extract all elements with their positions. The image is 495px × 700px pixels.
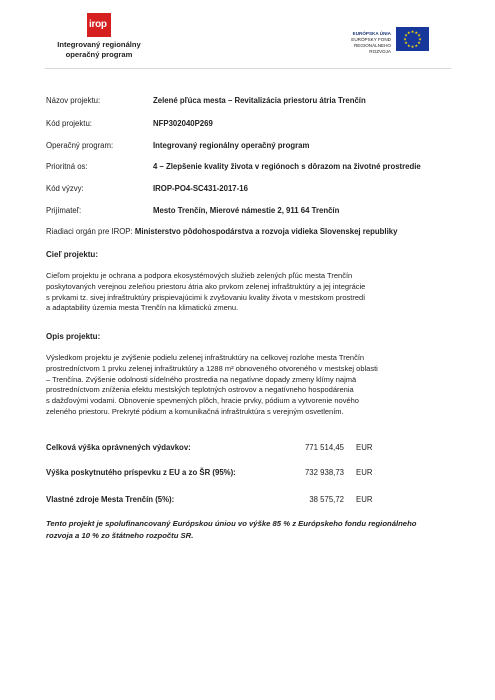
header-divider (45, 68, 451, 69)
eu-star-icon: ★ (404, 33, 408, 38)
own-funds-value: 38 575,72 (309, 495, 344, 504)
eu-line1: EURÓPSKA ÚNIA (352, 31, 391, 36)
description-paragraph (46, 353, 454, 418)
managing-authority (46, 227, 397, 236)
eu-star-icon: ★ (407, 30, 411, 35)
recipient-label: Prijímateľ: (46, 206, 82, 215)
program-value: Integrovaný regionálny operačný program (153, 141, 310, 150)
irop-name-line1: Integrovaný regionálny (57, 40, 141, 49)
eu-star-icon: ★ (418, 37, 422, 42)
project-name-label: Názov projektu: (46, 96, 101, 105)
irop-logo (87, 13, 111, 37)
note-line: Tento projekt je spolufinancovaný Európskou úniou vo výške 85 % z Európskeho fondu regionálneho (46, 519, 417, 528)
eu-star-icon: ★ (414, 30, 418, 35)
eu-star-icon: ★ (403, 37, 407, 42)
call-code-label: Kód výzvy: (46, 184, 84, 193)
description-line: prostredníctvom zníženia efektu mestských teplotných ostrovov a negatívneho hospodárenia (46, 385, 354, 395)
note-line: rozvoja a 10 % zo štátneho rozpočtu SR. (46, 531, 194, 540)
eu-line3: REGIONÁLNEHO ROZVOJA (353, 43, 391, 54)
eu-star-icon: ★ (410, 44, 415, 49)
description-line: prostredníctvom 1 prvku zelenej infraštruktúry a 1288 m² obnoveného otvoreného v mestskej oblasti (46, 363, 378, 373)
description-line: s dažďovými vodami. Obnovenie spevnených plôch, hracie prvky, pódium a vytvorenie nového (46, 396, 359, 406)
own-funds-currency: EUR (356, 495, 373, 504)
eu-star-icon: ★ (404, 41, 408, 46)
call-code-value: IROP-PO4-SC431-2017-16 (153, 184, 248, 193)
eu-star-icon: ★ (417, 41, 421, 46)
recipient-value: Mesto Trenčín, Mierové námestie 2, 911 64 Trenčín (153, 206, 340, 215)
eu-star-icon: ★ (410, 29, 415, 34)
goal-heading: Cieľ projektu: (46, 250, 98, 259)
eu-star-icon: ★ (414, 43, 418, 48)
project-name-value: Zelené pľúca mesta – Revitalizácia priestoru átria Trenčín (153, 96, 366, 105)
eu-line2: EURÓPSKY FOND (351, 37, 391, 42)
goal-line: a adaptability územia mesta Trenčín na klimatickú zmenu. (46, 303, 239, 313)
priority-axis-label: Prioritná os: (46, 162, 88, 171)
irop-program-name (44, 40, 154, 60)
managing-authority-label: Riadiaci orgán pre IROP: (46, 227, 133, 236)
goal-paragraph (46, 271, 454, 314)
eu-fund-text (333, 31, 391, 55)
irop-logo-text: irop (89, 19, 107, 30)
project-code-value: NFP302040P269 (153, 119, 213, 128)
eu-star-icon: ★ (407, 43, 411, 48)
priority-axis-value: 4 – Zlepšenie kvality života v regiónoch s dôrazom na životné prostredie (153, 162, 421, 171)
goal-line: Cieľom projektu je ochrana a podpora ekosystémových služieb zelených pľúc mesta Trenčín (46, 271, 353, 280)
managing-authority-value: Ministerstvo pôdohospodárstva a rozvoja vidieka Slovenskej republiky (134, 227, 398, 236)
grant-label: Výška poskytnutého príspevku z EU a zo ŠR (95%): (46, 468, 236, 477)
goal-line: poskytovaných verejnou zeleňou priestoru átria ako prvkom zelenej infraštruktúry a jej integrácie (46, 281, 366, 291)
cofinancing-note (46, 518, 456, 542)
goal-line: s prvkami tz. sivej infraštruktúry prispievajúcimi k zvyšovaniu kvality života v mestskom prostredí (46, 292, 366, 302)
total-expenses-value: 771 514,45 (304, 443, 344, 452)
eu-star-icon: ★ (417, 33, 421, 38)
description-line: Výsledkom projektu je zvýšenie podielu zelenej infraštruktúry na celkovej rozlohe mesta Trenčín (46, 353, 365, 362)
eu-flag-icon (396, 27, 429, 51)
total-expenses-label: Celková výška oprávnených výdavkov: (46, 443, 191, 452)
project-code-label: Kód projektu: (46, 119, 92, 128)
program-label: Operačný program: (46, 141, 114, 150)
description-line: – Trenčína. Zvýšenie odolnosti sídelného prostredia na negatívne dopady zmeny klímy najmä (46, 374, 357, 384)
description-line: zeleného priestoru. Prekryté pódium a komunikačná infraštruktúra s verejným osvetlením. (46, 406, 344, 416)
grant-currency: EUR (356, 468, 373, 477)
total-expenses-currency: EUR (356, 443, 373, 452)
grant-value: 732 938,73 (304, 468, 344, 477)
irop-name-line2: operačný program (65, 50, 133, 59)
own-funds-label: Vlastné zdroje Mesta Trenčín (5%): (46, 495, 175, 504)
description-heading: Opis projektu: (46, 332, 101, 341)
